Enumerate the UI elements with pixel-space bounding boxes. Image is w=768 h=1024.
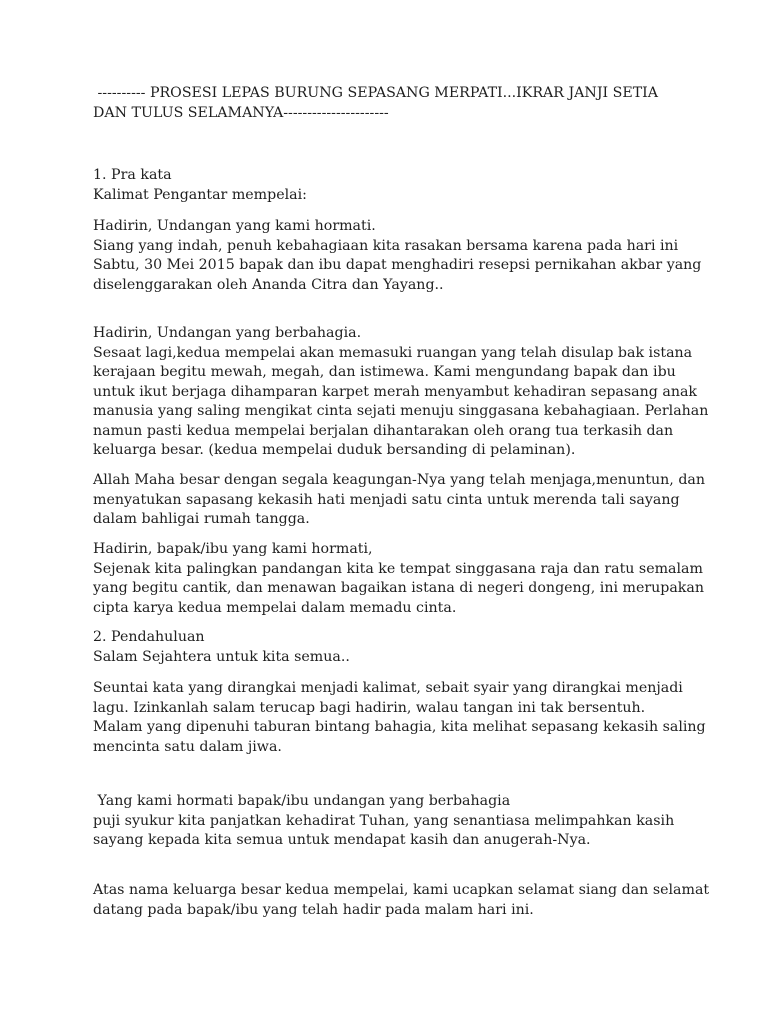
paragraph-line: datang pada bapak/ibu yang telah hadir pada malam hari ini. <box>93 901 534 918</box>
paragraph-5 <box>93 679 706 757</box>
paragraph-line: untuk ikut berjaga dihamparan karpet merah menyambut kehadiran sepasang anak <box>93 383 698 400</box>
document-title <box>93 84 693 123</box>
paragraph-line: sayang kepada kita semua untuk mendapat kasih dan anugerah-Nya. <box>93 832 591 848</box>
paragraph-line: menyatukan sapasang kekasih hati menjadi satu cinta untuk merenda tali sayang <box>93 491 680 508</box>
paragraph-line: keluarga besar. (kedua mempelai duduk bersanding di pelaminan). <box>93 442 576 458</box>
paragraph-line: cipta karya kedua mempelai dalam memadu cinta. <box>93 599 457 616</box>
paragraph-line: Hadirin, Undangan yang kami hormati. <box>93 218 376 234</box>
paragraph-line: Allah Maha besar dengan segala keagungan-Nya yang telah menjaga,menuntun, dan <box>93 472 706 488</box>
paragraph-6 <box>93 792 693 851</box>
section-2-header <box>93 628 693 667</box>
section-1-heading: 1. Pra kata <box>93 167 172 183</box>
paragraph-1 <box>93 217 702 295</box>
section-2-heading: 2. Pendahuluan <box>93 629 205 645</box>
section-2-subheading: Salam Sejahtera untuk kita semua.. <box>93 648 350 665</box>
section-1-subheading: Kalimat Pengantar mempelai: <box>93 186 307 203</box>
paragraph-line: Sabtu, 30 Mei 2015 bapak dan ibu dapat menghadiri resepsi pernikahan akbar yang <box>93 257 702 273</box>
paragraph-line: namun pasti kedua mempelai berjalan dihantarakan oleh orang tua terkasih dan <box>93 422 674 439</box>
paragraph-3 <box>93 471 706 530</box>
paragraph-2 <box>93 324 709 461</box>
paragraph-line: mencinta satu dalam jiwa. <box>93 738 282 755</box>
paragraph-line: Yang kami hormati bapak/ibu undangan yang berbahagia <box>93 793 511 809</box>
title-line-2: DAN TULUS SELAMANYA---------------------- <box>93 104 389 121</box>
paragraph-line: kerajaan begitu mewah, megah, dan istimewa. Kami mengundang bapak dan ibu <box>93 364 676 380</box>
paragraph-line: Hadirin, Undangan yang berbahagia. <box>93 325 362 341</box>
paragraph-line: Sesaat lagi,kedua mempelai akan memasuki ruangan yang telah disulap bak istana <box>93 344 693 361</box>
paragraph-line: dalam bahligai rumah tangga. <box>93 511 310 527</box>
title-line-1: ---------- PROSESI LEPAS BURUNG SEPASANG MERPATI...IKRAR JANJI SETIA <box>93 85 659 101</box>
paragraph-line: puji syukur kita panjatkan kehadirat Tuhan, yang senantiasa melimpahkan kasih <box>93 812 675 829</box>
paragraph-7 <box>93 881 710 920</box>
paragraph-line: manusia yang saling mengikat cinta sejati menuju singgasana kebahagiaan. Perlahan <box>93 403 709 419</box>
paragraph-4 <box>93 540 705 618</box>
paragraph-line: Sejenak kita palingkan pandangan kita ke tempat singgasana raja dan ratu semalam <box>93 560 703 577</box>
paragraph-line: lagu. Izinkanlah salam terucap bagi hadirin, walau tangan ini tak bersentuh. <box>93 699 646 716</box>
section-1-header <box>93 166 693 205</box>
paragraph-line: diselenggarakan oleh Ananda Citra dan Yayang.. <box>93 276 444 293</box>
paragraph-line: Seuntai kata yang dirangkai menjadi kalimat, sebait syair yang dirangkai menjadi <box>93 680 683 696</box>
paragraph-line: Siang yang indah, penuh kebahagiaan kita rasakan bersama karena pada hari ini <box>93 237 679 254</box>
paragraph-line: yang begitu cantik, dan menawan bagaikan istana di negeri dongeng, ini merupakan <box>93 580 705 596</box>
paragraph-line: Malam yang dipenuhi taburan bintang bahagia, kita melihat sepasang kekasih saling <box>93 719 706 735</box>
paragraph-line: Hadirin, bapak/ibu yang kami hormati, <box>93 541 373 557</box>
paragraph-line: Atas nama keluarga besar kedua mempelai, kami ucapkan selamat siang dan selamat <box>93 882 710 898</box>
